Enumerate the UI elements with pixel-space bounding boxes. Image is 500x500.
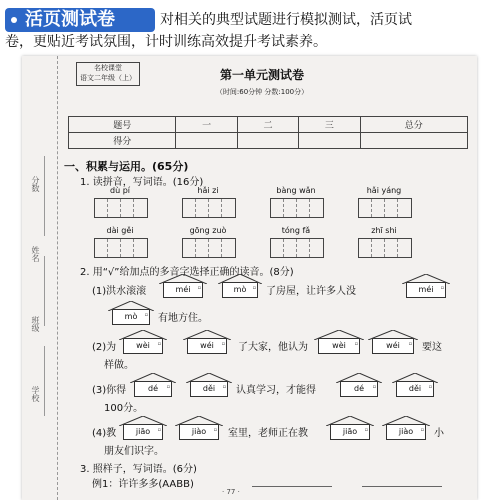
pinyin-house-choice[interactable] xyxy=(119,330,167,354)
choice-pinyin: děi xyxy=(190,381,228,397)
checkbox-icon: ▫ xyxy=(420,427,424,433)
checkbox-icon: ▫ xyxy=(144,312,148,318)
q2-text: 样做。 xyxy=(104,360,134,371)
example-1: 例1：许许多多(AABB) xyxy=(92,479,194,490)
margin-label-class: 班级 xyxy=(31,316,40,332)
q2-text: 了房屋，让许多人没 xyxy=(266,286,356,297)
tianzige-answer-box[interactable] xyxy=(270,238,324,258)
tianzige-answer-box[interactable] xyxy=(358,198,412,218)
checkbox-icon: ▫ xyxy=(157,427,161,433)
score-header-cell: 二 xyxy=(237,117,298,133)
choice-pinyin: mò xyxy=(222,282,258,298)
pinyin-label: gōng zuò xyxy=(189,226,227,235)
tianzige-answer-box[interactable] xyxy=(94,198,148,218)
checkbox-icon: ▫ xyxy=(372,384,376,390)
pinyin-house-choice[interactable] xyxy=(402,274,450,298)
margin-label-name: 姓名 xyxy=(31,246,40,262)
tianzige-answer-box[interactable] xyxy=(182,238,236,258)
pinyin-house-choice[interactable] xyxy=(130,373,176,397)
section-1-heading: 一、积累与运用。(65分) xyxy=(64,160,189,173)
choice-pinyin: dé xyxy=(340,381,378,397)
pinyin-house-choice[interactable] xyxy=(108,301,154,325)
choice-pinyin: dé xyxy=(134,381,172,397)
answer-line[interactable] xyxy=(252,486,332,487)
margin-write-line xyxy=(44,256,45,326)
banner-tag xyxy=(5,8,155,32)
pinyin-house-choice[interactable] xyxy=(326,416,374,440)
question-2: 2. 用“√”给加点的多音字选择正确的读音。(8分) xyxy=(80,267,294,278)
score-header-cell: 一 xyxy=(176,117,237,133)
tianzige-answer-box[interactable] xyxy=(358,238,412,258)
q2-text: 要这 xyxy=(422,342,442,353)
q2-text: 了大家，他认为 xyxy=(238,342,308,353)
q2-text: 有地方住。 xyxy=(158,313,208,324)
choice-pinyin: wéi xyxy=(187,338,227,354)
checkbox-icon: ▫ xyxy=(221,341,225,347)
brand-box xyxy=(76,62,140,86)
question-3: 3. 照样子，写词语。(6分) xyxy=(80,464,197,475)
banner-tag-label: 活页测试卷 xyxy=(25,9,115,30)
pinyin-house-choice[interactable] xyxy=(314,330,364,354)
checkbox-icon: ▫ xyxy=(166,384,170,390)
pinyin-house-choice[interactable] xyxy=(119,416,167,440)
pinyin-label: hǎi yáng xyxy=(366,186,402,195)
tianzige-answer-box[interactable] xyxy=(270,198,324,218)
pinyin-house-choice[interactable] xyxy=(159,274,207,298)
pinyin-house-choice[interactable] xyxy=(336,373,382,397)
choice-pinyin: wèi xyxy=(318,338,360,354)
score-cell[interactable] xyxy=(237,133,298,149)
checkbox-icon: ▫ xyxy=(428,384,432,390)
tag-dot xyxy=(11,17,17,23)
checkbox-icon: ▫ xyxy=(157,341,161,347)
choice-pinyin: mò xyxy=(112,309,150,325)
q2-text: 朋友们识字。 xyxy=(104,446,164,457)
page-subtitle: （时间:60分钟 分数:100分） xyxy=(215,88,309,96)
pinyin-house-choice[interactable] xyxy=(392,373,438,397)
pinyin-label: bàng wǎn xyxy=(276,186,316,195)
binding-line xyxy=(57,56,58,500)
checkbox-icon: ▫ xyxy=(408,341,412,347)
checkbox-icon: ▫ xyxy=(213,427,217,433)
pinyin-house-choice[interactable] xyxy=(382,416,430,440)
q2-text: 100分。 xyxy=(104,403,144,414)
brand-line-2: 语文二年级（上） xyxy=(80,74,136,82)
choice-pinyin: děi xyxy=(396,381,434,397)
q2-text: 认真学习，才能得 xyxy=(236,385,316,396)
checkbox-icon: ▫ xyxy=(252,285,256,291)
score-table-header-row xyxy=(69,117,468,133)
question-1: 1. 读拼音，写词语。(16分) xyxy=(80,177,204,188)
pinyin-house-choice[interactable] xyxy=(368,330,418,354)
score-table xyxy=(68,116,468,149)
pinyin-label: zhī shi xyxy=(371,226,397,235)
margin-write-line xyxy=(44,346,45,416)
choice-pinyin: jiào xyxy=(179,424,219,440)
q2-text: 室里，老师正在教 xyxy=(228,428,308,439)
banner-line-1: 对相关的典型试题进行模拟测试，活页试 xyxy=(160,12,412,28)
test-sheet xyxy=(22,56,477,500)
choice-pinyin: wéi xyxy=(372,338,414,354)
choice-pinyin: wèi xyxy=(123,338,163,354)
tianzige-answer-box[interactable] xyxy=(94,238,148,258)
banner-line-2: 卷，更贴近考试氛围，计时训练高效提升考试素养。 xyxy=(5,34,327,50)
choice-pinyin: méi xyxy=(406,282,446,298)
checkbox-icon: ▫ xyxy=(197,285,201,291)
margin-label-score: 分数 xyxy=(31,176,40,192)
choice-pinyin: jiāo xyxy=(330,424,370,440)
pinyin-house-choice[interactable] xyxy=(183,330,231,354)
pinyin-house-choice[interactable] xyxy=(218,274,262,298)
pinyin-label: dù pí xyxy=(110,186,130,195)
pinyin-label: hǎi zi xyxy=(197,186,219,195)
answer-line[interactable] xyxy=(362,486,442,487)
checkbox-icon: ▫ xyxy=(364,427,368,433)
q2-text: (4)教 xyxy=(92,428,117,439)
pinyin-label: dài gěi xyxy=(106,226,134,235)
q2-text: (3)你得 xyxy=(92,385,127,396)
score-table-score-row xyxy=(69,133,468,149)
choice-pinyin: jiāo xyxy=(123,424,163,440)
q2-text: 小 xyxy=(434,428,444,439)
score-header-cell: 题号 xyxy=(69,117,176,133)
q2-text: (2)为 xyxy=(92,342,117,353)
score-header-cell: 三 xyxy=(299,117,360,133)
page-title: 第一单元测试卷 xyxy=(219,68,304,82)
choice-pinyin: jiào xyxy=(386,424,426,440)
checkbox-icon: ▫ xyxy=(440,285,444,291)
pinyin-house-choice[interactable] xyxy=(175,416,223,440)
checkbox-icon: ▫ xyxy=(222,384,226,390)
margin-label-school: 学校 xyxy=(31,386,40,402)
q2-text: (1)洪水滚滚 xyxy=(92,286,147,297)
page-number: · 77 · xyxy=(222,488,240,496)
pinyin-house-choice[interactable] xyxy=(186,373,232,397)
score-cell[interactable] xyxy=(299,133,360,149)
margin-write-line xyxy=(44,156,45,236)
score-row-label: 得分 xyxy=(69,133,176,149)
score-cell[interactable] xyxy=(176,133,237,149)
tianzige-answer-box[interactable] xyxy=(182,198,236,218)
score-cell[interactable] xyxy=(360,133,467,149)
banner xyxy=(0,0,500,52)
checkbox-icon: ▫ xyxy=(354,341,358,347)
brand-line-1: 名校课堂 xyxy=(94,64,122,72)
score-header-cell: 总分 xyxy=(360,117,467,133)
pinyin-label: tóng fǎ xyxy=(281,226,311,235)
choice-pinyin: méi xyxy=(163,282,203,298)
